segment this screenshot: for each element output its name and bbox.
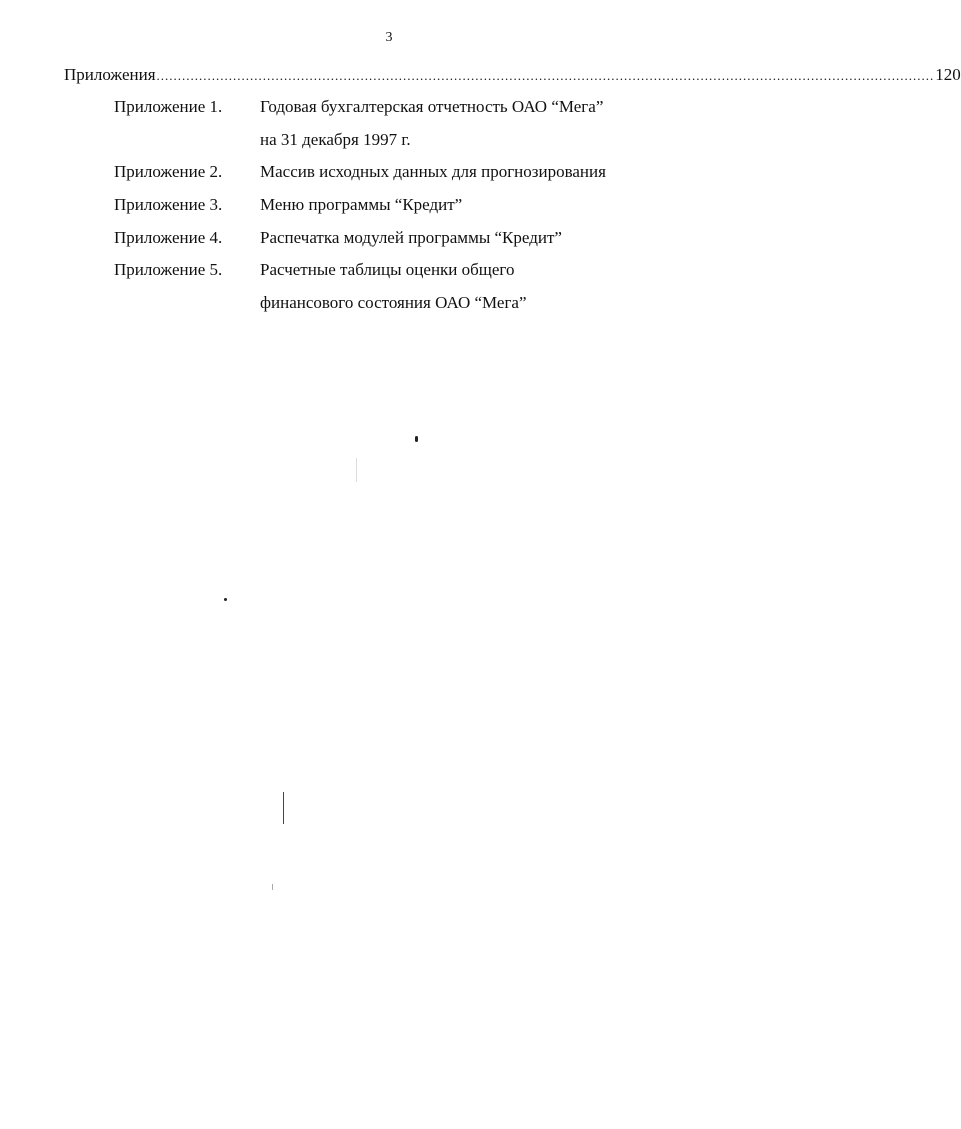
scan-speck bbox=[415, 436, 418, 442]
toc-entry-appendices bbox=[64, 63, 961, 88]
appendix-label: Приложение 5. bbox=[114, 260, 223, 279]
page-number: 3 bbox=[385, 30, 393, 45]
appendix-title: Годовая бухгалтерская отчетность ОАО “Мега” bbox=[260, 97, 604, 116]
appendix-title: Массив исходных данных для прогнозирования bbox=[260, 162, 606, 181]
scan-speck bbox=[224, 598, 227, 601]
appendix-title: Меню программы “Кредит” bbox=[260, 195, 463, 214]
appendix-title: Распечатка модулей программы “Кредит” bbox=[260, 228, 562, 247]
appendix-label: Приложение 1. bbox=[114, 97, 223, 116]
scan-speck bbox=[272, 884, 273, 890]
toc-entry-label: Приложения bbox=[64, 65, 156, 84]
appendix-title-continued: финансового состояния ОАО “Мега” bbox=[260, 293, 527, 312]
scan-speck bbox=[356, 458, 357, 482]
appendix-label: Приложение 2. bbox=[114, 162, 223, 181]
toc-leader-dots: ....................................................................................................................................................................................... bbox=[156, 68, 935, 83]
appendix-title-continued: на 31 декабря 1997 г. bbox=[260, 130, 411, 149]
appendix-label: Приложение 4. bbox=[114, 228, 223, 247]
scan-mark-line bbox=[283, 792, 284, 824]
appendix-label: Приложение 3. bbox=[114, 195, 223, 214]
appendix-title: Расчетные таблицы оценки общего bbox=[260, 260, 515, 279]
toc-page-number: 120 bbox=[935, 65, 961, 84]
